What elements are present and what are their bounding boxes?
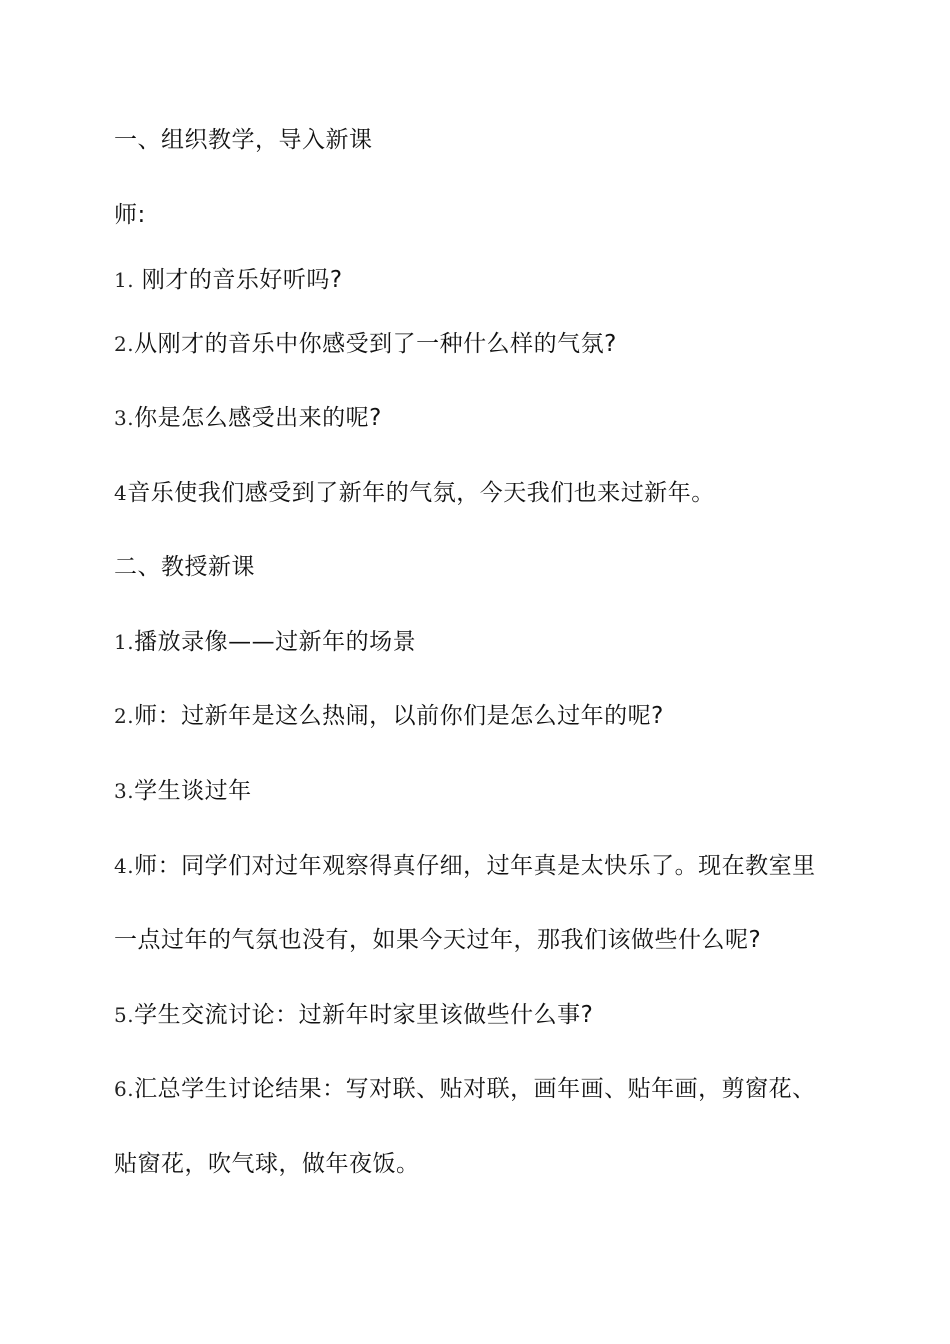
item-number: 4. <box>114 854 135 878</box>
item-number: 4 <box>114 481 128 505</box>
item-text: 学生谈过年 <box>134 778 252 804</box>
item-text: 音乐使我们感受到了新年的气氛，今天我们也来过新年。 <box>127 480 715 506</box>
step-5 <box>114 1000 593 1030</box>
item-number: 5. <box>114 1003 135 1027</box>
item-number: 6. <box>114 1077 135 1101</box>
item-number: 3. <box>114 779 135 803</box>
step-4-line-2: 一点过年的气氛也没有，如果今天过年，那我们该做些什么呢? <box>114 927 762 953</box>
item-number: 1. <box>114 630 135 654</box>
step-4-line-1 <box>114 851 816 881</box>
item-text: 从刚才的音乐中你感受到了一种什么样的气氛? <box>134 331 617 357</box>
item-number: 2. <box>114 332 135 356</box>
section-heading-2: 二、教授新课 <box>114 554 255 580</box>
step-3 <box>114 776 252 806</box>
section-heading-1: 一、组织教学，导入新课 <box>114 127 373 153</box>
item-text: 学生交流讨论：过新年时家里该做些什么事? <box>134 1002 594 1028</box>
question-2 <box>114 329 617 359</box>
item-number: 1. <box>114 268 135 292</box>
step-6-line-2: 贴窗花，吹气球，做年夜饭。 <box>114 1151 420 1177</box>
item-text: 师：同学们对过年观察得真仔细，过年真是太快乐了。现在教室里 <box>134 853 816 879</box>
item-text: 播放录像——过新年的场景 <box>134 629 417 655</box>
question-4 <box>114 478 715 508</box>
item-number: 3. <box>114 406 135 430</box>
question-1 <box>114 265 343 295</box>
teacher-label: 师: <box>114 202 146 228</box>
item-number: 2. <box>114 704 135 728</box>
question-3 <box>114 403 382 433</box>
item-text: 汇总学生讨论结果：写对联、贴对联，画年画、贴年画，剪窗花、 <box>134 1076 816 1102</box>
step-1 <box>114 627 416 657</box>
item-text: 师：过新年是这么热闹，以前你们是怎么过年的呢? <box>134 703 664 729</box>
step-6-line-1 <box>114 1074 816 1104</box>
item-text: 刚才的音乐好听吗? <box>141 267 343 293</box>
step-2 <box>114 701 664 731</box>
item-text: 你是怎么感受出来的呢? <box>134 405 382 431</box>
